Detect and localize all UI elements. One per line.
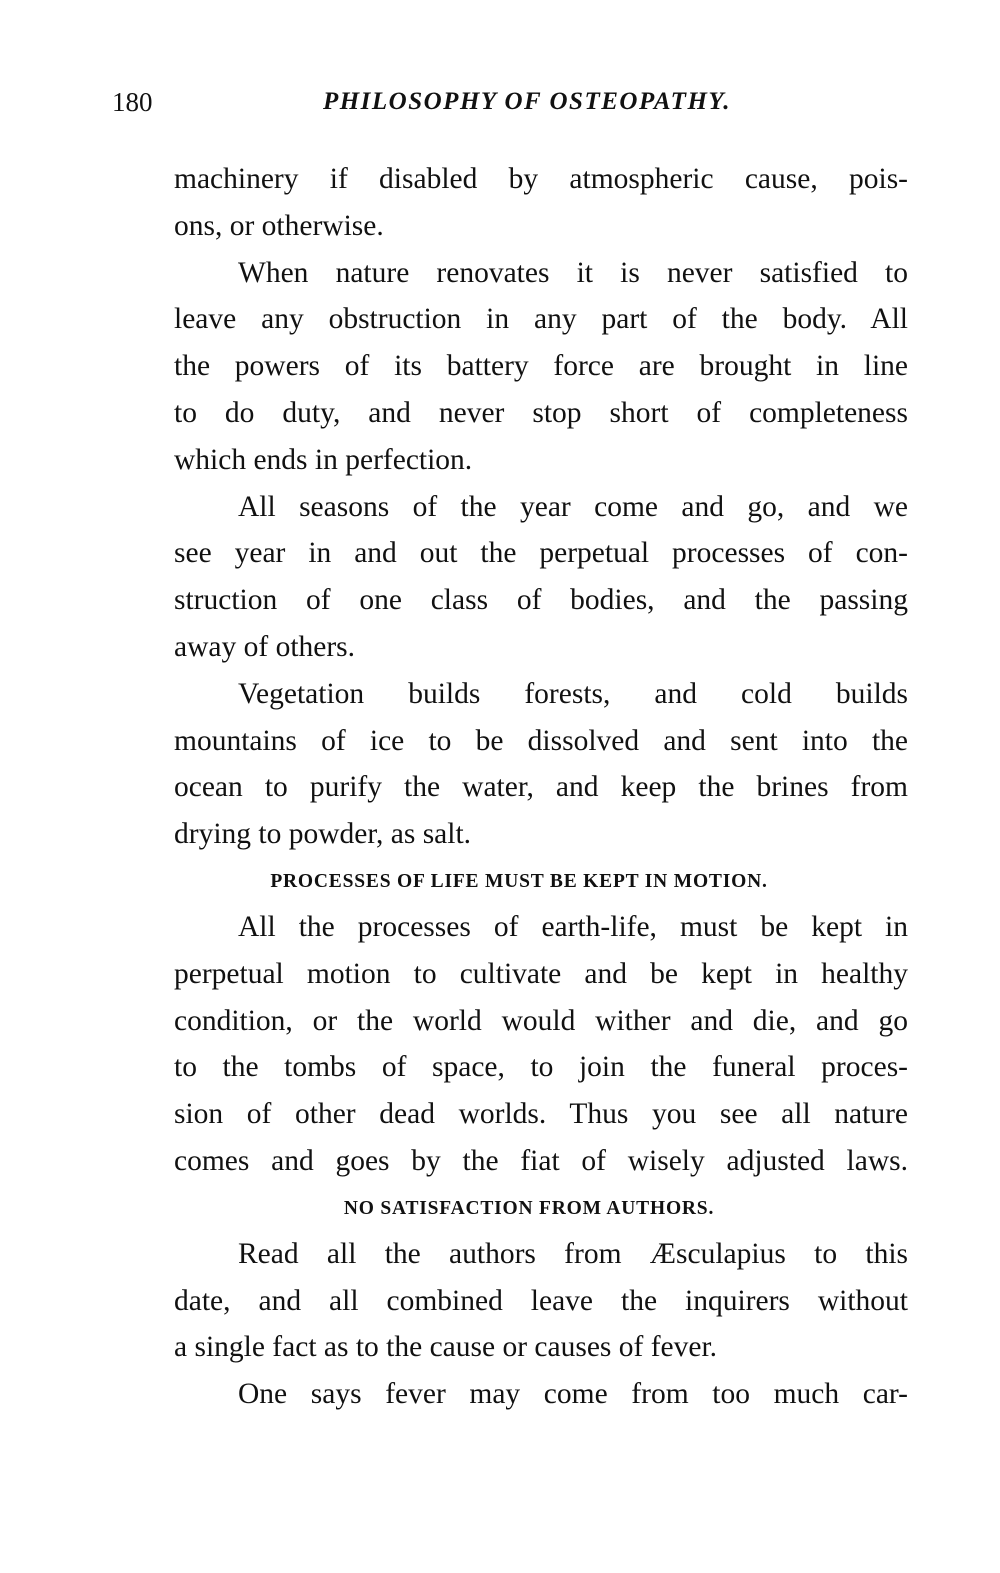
paragraph-seasons (110, 484, 908, 671)
text-line: All the processes of earth-life, must be kept in (238, 910, 908, 943)
running-head (112, 84, 912, 124)
text-line: drying to powder, as salt. (174, 818, 472, 851)
body-text (110, 156, 908, 1418)
text-line: date, and all combined leave the inquirers without (174, 1284, 908, 1317)
book-title: PHILOSOPHY OF OSTEOPATHY. (322, 88, 732, 115)
text-line: One says fever may come from too much car- (238, 1378, 908, 1411)
text-line: to the tombs of space, to join the funeral proces- (174, 1051, 908, 1084)
text-line: the powers of its battery force are brought in line (174, 350, 908, 383)
text-line: All seasons of the year come and go, and we (238, 490, 908, 523)
text-line: condition, or the world would wither and die, and go (174, 1004, 908, 1037)
paragraph-vegetation (110, 671, 908, 858)
page-number: 180 (112, 87, 153, 117)
text-line: perpetual motion to cultivate and be kept in healthy (174, 957, 908, 990)
text-line: away of others. (174, 630, 356, 663)
text-line: Vegetation builds forests, and cold builds (238, 677, 908, 710)
text-line: which ends in perfection. (174, 443, 473, 476)
text-line: struction of one class of bodies, and the passing (174, 584, 908, 617)
text-line: ocean to purify the water, and keep the brines from (174, 771, 908, 804)
text-line: to do duty, and never stop short of completeness (174, 396, 908, 429)
text-line: machinery if disabled by atmospheric cause, pois- (174, 163, 908, 195)
text-line: When nature renovates it is never satisfied to (238, 256, 908, 289)
text-line: Read all the authors from Æsculapius to this (238, 1237, 908, 1270)
text-line: sion of other dead worlds. Thus you see all nature (174, 1098, 908, 1131)
section-heading-authors: NO SATISFACTION FROM AUTHORS. (343, 1197, 715, 1219)
text-line: ons, or otherwise. (174, 209, 384, 242)
paragraph-authors (110, 1231, 908, 1371)
text-line: see year in and out the perpetual processes of con- (174, 537, 908, 570)
text-line: leave any obstruction in any part of the body. All (174, 303, 908, 336)
text-line: mountains of ice to be dissolved and sent into the (174, 724, 908, 757)
section-heading-processes: PROCESSES OF LIFE MUST BE KEPT IN MOTION. (270, 870, 768, 892)
paragraph-earth-life (110, 904, 908, 1185)
text-line: a single fact as to the cause or causes of fever. (174, 1331, 718, 1364)
paragraph-nature-renovates (110, 250, 908, 484)
paragraph-fever (110, 1371, 908, 1418)
paragraph-continuation (110, 156, 908, 250)
text-line: comes and goes by the fiat of wisely adjusted laws. (174, 1144, 908, 1177)
